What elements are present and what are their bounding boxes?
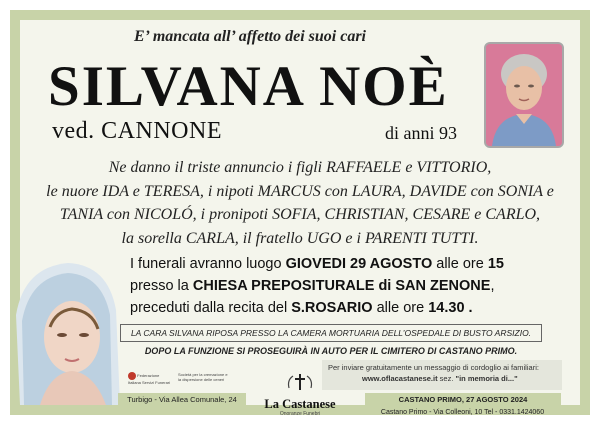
notice-date: CASTANO PRIMO, 27 AGOSTO 2024 (365, 393, 561, 406)
condolences-url[interactable]: www.oflacastanese.it (362, 374, 438, 383)
portrait-photo (484, 42, 564, 148)
cremation-logo (178, 372, 228, 382)
announcement-line: le nuore IDA e TERESA, i nipoti MARCUS con LAURA, DAVIDE con SONIA e (46, 182, 554, 200)
intro-text: E’ mancata all’ affetto dei suoi cari (134, 28, 366, 45)
logo-subtitle: Onoranze Funebri (279, 411, 321, 417)
cross-wreath-icon (285, 372, 315, 392)
condolences-box (322, 360, 562, 390)
deceased-name: SILVANA NOÈ (48, 55, 449, 118)
text: alle ore (432, 256, 488, 272)
text: alle ore (372, 300, 429, 316)
age: di anni 93 (385, 123, 457, 143)
rest-notice: LA CARA SILVANA RIPOSA PRESSO LA CAMERA MORTUARIA DELL’OSPEDALE DI BUSTO ARSIZIO. (120, 324, 542, 342)
widow-of: ved. CANNONE (52, 118, 222, 144)
rosary-time: 14.30 . (428, 300, 473, 316)
text: sez. (437, 374, 456, 383)
funeral-details (130, 253, 560, 319)
funeral-date: GIOVEDI 29 AGOSTO (285, 256, 433, 272)
condolences-section: "in memoria di..." (455, 374, 518, 383)
madonna-image (10, 255, 120, 405)
text: , (490, 278, 495, 294)
announcement (40, 156, 560, 250)
federation-logo (128, 372, 172, 385)
right-address: Castano Primo - Via Colleoni, 10 Tel - 0331.1424060 (380, 409, 545, 416)
association-logos (128, 372, 228, 390)
text: presso la (130, 278, 193, 294)
funeral-line-3 (130, 297, 560, 319)
funeral-line-2 (130, 275, 560, 297)
funeral-time: 15 (487, 256, 504, 272)
after-notice: DOPO LA FUNZIONE SI PROSEGUIRÀ IN AUTO PER IL CIMITERO DI CASTANO PRIMO. (144, 346, 518, 356)
announcement-line: TANIA con NICOLÓ, i pronipoti SOFIA, CHRISTIAN, CESARE e CARLO, (59, 206, 541, 223)
federation-name: Federazione Italiana Servizi Funerari (128, 373, 171, 385)
federation-icon (128, 372, 136, 380)
church-name: CHIESA PREPOSITURALE di SAN ZENONE (192, 278, 491, 294)
logo-name: La Castanese (264, 397, 336, 411)
announcement-line: la sorella CARLA, il fratello UGO e i PARENTI TUTTI. (121, 229, 479, 247)
rosary: S.ROSARIO (291, 300, 373, 316)
text: I funerali avranno luogo (130, 256, 286, 272)
condolences-line: Per inviare gratuitamente un messaggio di cordoglio ai familiari: (328, 363, 539, 372)
text: preceduti dalla recita del (130, 300, 292, 316)
announcement-line: Ne danno il triste annuncio i figli RAFFAELE e VITTORIO, (108, 159, 492, 176)
left-address: Turbigo - Via Allea Comunale, 24 (118, 393, 246, 406)
condolences-link-line (322, 372, 562, 383)
funeral-line-1 (130, 253, 560, 275)
cremation-name: Società per la cremazione e la dispersione delle ceneri (178, 372, 228, 382)
